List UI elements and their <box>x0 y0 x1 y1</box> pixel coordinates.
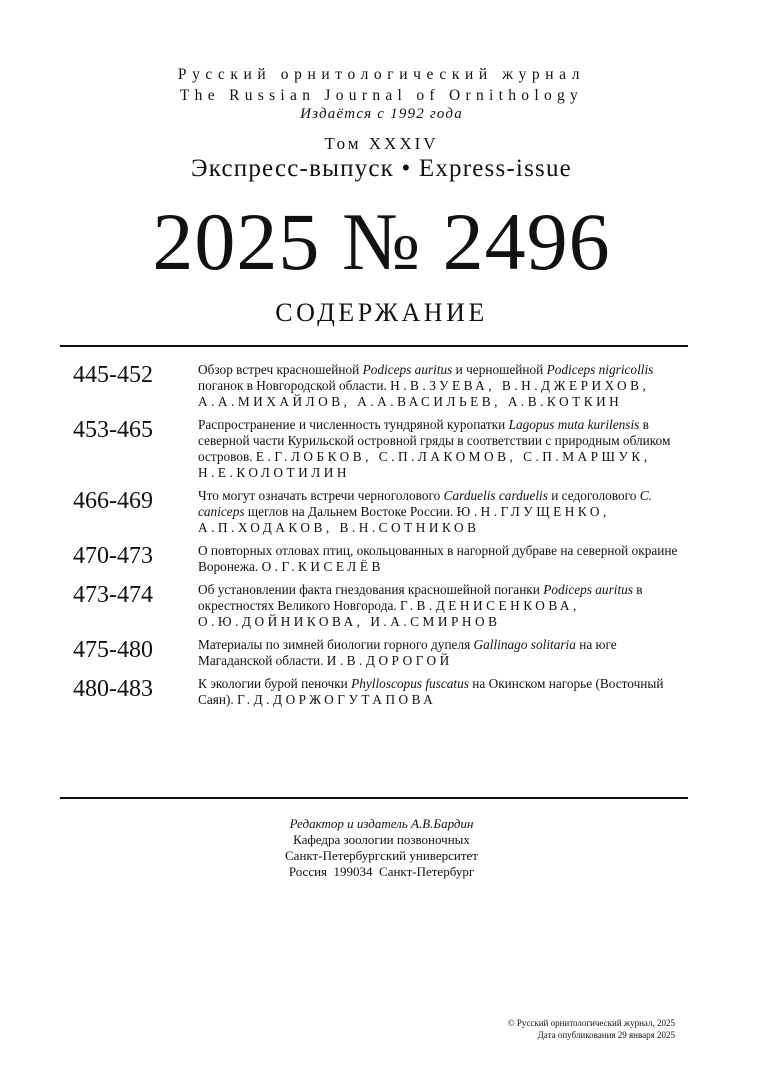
editor-line: Редактор и издатель А.В.Бардин <box>289 816 474 831</box>
toc-title-text: О повторных отловах птиц, окольцованных в нагорной дубраве на северной окраине Воронежа. <box>198 543 678 574</box>
toc-entry <box>60 637 688 669</box>
toc-title-text: на юге Магаданской области. <box>198 637 617 668</box>
toc-title-text: в окрестностях Великого Новгорода. <box>198 582 643 613</box>
toc-entry <box>60 582 688 630</box>
address-line: Россия 199034 Санкт-Петербург <box>288 864 475 879</box>
toc-article <box>198 543 688 575</box>
table-of-contents <box>60 362 688 715</box>
toc-authors: О.Г.КИСЕЛЁВ <box>261 559 384 574</box>
toc-title-text: Материалы по зимней биологии горного дупеля <box>198 637 474 652</box>
journal-title-ru: Русский орнитологический журнал <box>177 66 586 83</box>
top-divider <box>60 345 688 347</box>
toc-title-text: и черношейной <box>452 362 547 377</box>
toc-title-text: в северной части Курильской островной гряды в соответствии с природным обликом островов. <box>198 417 671 464</box>
toc-title-text: на Окинском нагорье (Восточный Саян). <box>198 676 664 707</box>
toc-authors: Г.В.ДЕНИСЕНКОВА, О.Ю.ДОЙНИКОВА, И.А.СМИРНОВ <box>198 598 580 629</box>
issue-number: 2025 № 2496 <box>152 196 611 287</box>
toc-authors: И.В.ДОРОГОЙ <box>326 653 453 668</box>
toc-entry <box>60 676 688 708</box>
department-line: Кафедра зоологии позвоночных <box>293 832 470 847</box>
toc-entry <box>60 362 688 410</box>
toc-authors: Ю.Н.ГЛУЩЕНКО, А.П.ХОДАКОВ, В.Н.СОТНИКОВ <box>198 504 610 535</box>
university-line: Санкт-Петербургский университет <box>285 848 478 863</box>
species-name: Podiceps nigricollis <box>546 362 654 377</box>
species-name: Lagopus muta kurilensis <box>508 417 640 432</box>
species-name: Podiceps auritus <box>543 582 633 597</box>
toc-page-range: 480-483 <box>73 676 153 702</box>
editor-info <box>0 816 763 880</box>
toc-title-text: щеглов на Дальнем Востоке России. <box>244 504 457 519</box>
bottom-divider <box>60 797 688 799</box>
toc-page-range: 473-474 <box>73 582 153 608</box>
contents-heading: СОДЕРЖАНИЕ <box>275 298 488 327</box>
toc-article <box>198 676 688 708</box>
toc-title-text: Что могут означать встречи черноголового <box>198 488 444 503</box>
species-name: C. caniceps <box>198 488 652 519</box>
toc-title-text: Обзор встреч красношейной <box>198 362 363 377</box>
toc-authors: Н.В.ЗУЕВА, В.Н.ДЖЕРИХОВ, А.А.МИХАЙЛОВ, А.А.ВАСИЛЬЕВ, А.В.КОТКИН <box>198 378 650 409</box>
toc-article <box>198 417 688 481</box>
toc-entry <box>60 488 688 536</box>
toc-authors: Е.Г.ЛОБКОВ, С.П.ЛАКОМОВ, С.П.МАРШУК, Н.Е.КОЛОТИЛИН <box>198 449 651 480</box>
toc-title-text: Распространение и численность тундряной куропатки <box>198 417 509 432</box>
toc-article <box>198 488 688 536</box>
toc-entry <box>60 417 688 481</box>
express-issue-label: Экспресс-выпуск • Express-issue <box>191 155 572 182</box>
species-name: Gallinago solitaria <box>473 637 576 652</box>
toc-page-range: 466-469 <box>73 488 153 514</box>
publication-date-line: Дата опубликования 29 января 2025 <box>537 1030 675 1040</box>
volume-label: Том XXXIV <box>324 134 439 153</box>
toc-page-range: 475-480 <box>73 637 153 663</box>
journal-title-en: The Russian Journal of Ornithology <box>179 87 584 104</box>
toc-entry <box>60 543 688 575</box>
toc-title-text: и седоголового <box>547 488 640 503</box>
species-name: Podiceps auritus <box>362 362 453 377</box>
species-name: Phylloscopus fuscatus <box>351 676 469 691</box>
toc-page-range: 445-452 <box>73 362 153 388</box>
copyright-block <box>508 1017 675 1041</box>
publication-since: Издаётся с 1992 года <box>300 106 463 122</box>
toc-authors: Г.Д.ДОРЖОГУТАПОВА <box>237 692 437 707</box>
toc-page-range: 470-473 <box>73 543 153 569</box>
toc-article <box>198 637 688 669</box>
copyright-line: © Русский орнитологический журнал, 2025 <box>507 1018 675 1028</box>
species-name: Carduelis carduelis <box>443 488 548 503</box>
toc-title-text: К экологии бурой пеночки <box>198 676 352 691</box>
toc-article <box>198 362 688 410</box>
toc-title-text: Об установлении факта гнездования красношейной поганки <box>198 582 544 597</box>
toc-title-text: поганок в Новгородской области. <box>198 378 391 393</box>
toc-article <box>198 582 688 630</box>
toc-page-range: 453-465 <box>73 417 153 443</box>
